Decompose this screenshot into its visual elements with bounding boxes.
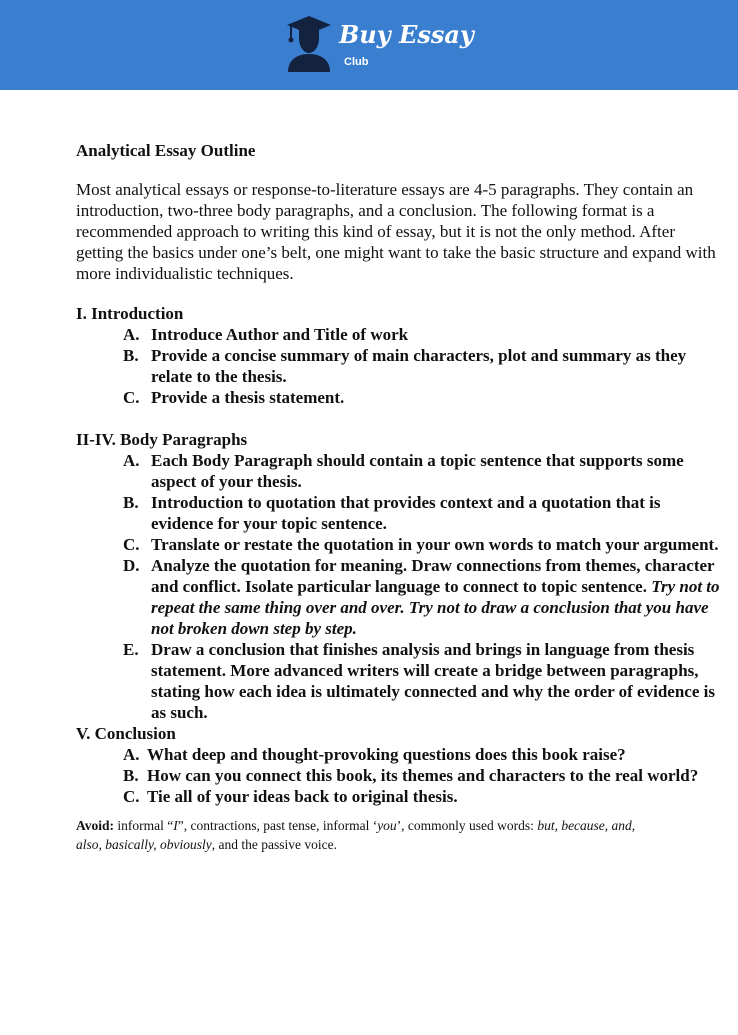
avoid-text: informal “ bbox=[114, 818, 174, 833]
list-item bbox=[76, 786, 721, 807]
item-text: Tie all of your ideas back to original thesis. bbox=[147, 787, 458, 806]
graduate-icon bbox=[284, 14, 334, 72]
page-title: Analytical Essay Outline bbox=[76, 141, 256, 160]
header-bar bbox=[0, 0, 738, 90]
item-letter: C. bbox=[123, 787, 140, 806]
item-text: Provide a thesis statement. bbox=[151, 388, 345, 407]
item-text: Draw a conclusion that finishes analysis and brings in language from thesis statement. More advanced writers will create a bridge between paragraphs, stating how each idea is ultimately connected and why the order of evidence is as such. bbox=[151, 640, 715, 722]
item-letter: C. bbox=[123, 388, 140, 407]
brand-sub: Club bbox=[344, 56, 369, 68]
list-item bbox=[76, 555, 721, 639]
item-text: Translate or restate the quotation in your own words to match your argument. bbox=[151, 535, 719, 554]
item-letter: A. bbox=[123, 451, 140, 470]
avoid-italic: but, because, and, also, basically, obviously bbox=[76, 818, 636, 852]
item-text: Analyze the quotation for meaning. Draw connections from themes, character and conflict. Isolate particular language to connect to topic sentence. bbox=[151, 556, 715, 596]
item-letter: C. bbox=[123, 535, 140, 554]
section-heading-conclusion: V. Conclusion bbox=[76, 724, 176, 743]
list-item bbox=[76, 765, 721, 786]
list-item bbox=[76, 450, 721, 492]
section-heading-body-paragraphs: II-IV. Body Paragraphs bbox=[76, 430, 248, 449]
list-item bbox=[76, 534, 721, 555]
avoid-label: Avoid: bbox=[76, 818, 115, 833]
item-text: Introduction to quotation that provides context and a quotation that is evidence for your topic sentence. bbox=[151, 493, 661, 533]
item-letter: E. bbox=[123, 640, 139, 659]
list-item bbox=[76, 639, 721, 723]
avoid-text: ’, commonly used words: bbox=[396, 818, 538, 833]
item-letter: A. bbox=[123, 325, 140, 344]
item-text: Each Body Paragraph should contain a topic sentence that supports some aspect of your thesis. bbox=[151, 451, 684, 491]
list-item bbox=[76, 345, 721, 387]
item-text: Introduce Author and Title of work bbox=[151, 325, 409, 344]
avoid-text: , and the passive voice. bbox=[211, 837, 337, 852]
section-heading-introduction: I. Introduction bbox=[76, 304, 184, 323]
item-text: Provide a concise summary of main characters, plot and summary as they relate to the thesis. bbox=[151, 346, 687, 386]
item-letter: A. bbox=[123, 745, 140, 764]
item-letter: B. bbox=[123, 346, 139, 365]
list-item bbox=[76, 387, 721, 408]
item-letter: B. bbox=[123, 766, 139, 785]
list-item bbox=[76, 744, 721, 765]
avoid-note bbox=[76, 816, 636, 854]
brand-name: Buy Essay bbox=[339, 20, 474, 49]
list-item bbox=[76, 492, 721, 534]
item-text: How can you connect this book, its themes and characters to the real world? bbox=[147, 766, 699, 785]
avoid-italic: you bbox=[377, 818, 397, 833]
list-item bbox=[76, 324, 721, 345]
intro-paragraph: Most analytical essays or response-to-literature essays are 4-5 paragraphs. They contain an introduction, two-three body paragraphs, and a conclusion. The following format is a recommended approach to writing this kind of essay, but it is not the only method. After getting the basics under one’s belt, one might want to take the basic structure and expand with more individualistic techniques. bbox=[76, 180, 716, 283]
item-text: What deep and thought-provoking questions does this book raise? bbox=[147, 745, 626, 764]
avoid-text: ”, contractions, past tense, informal ‘ bbox=[177, 818, 378, 833]
item-letter: B. bbox=[123, 493, 139, 512]
document-body bbox=[76, 140, 720, 854]
logo[interactable] bbox=[284, 14, 474, 74]
item-letter: D. bbox=[123, 556, 140, 575]
item-italic-note: Try not to repeat the same thing over and over. Try not to draw a conclusion that you have not broken down step by step. bbox=[151, 577, 720, 638]
avoid-italic: I bbox=[173, 818, 178, 833]
